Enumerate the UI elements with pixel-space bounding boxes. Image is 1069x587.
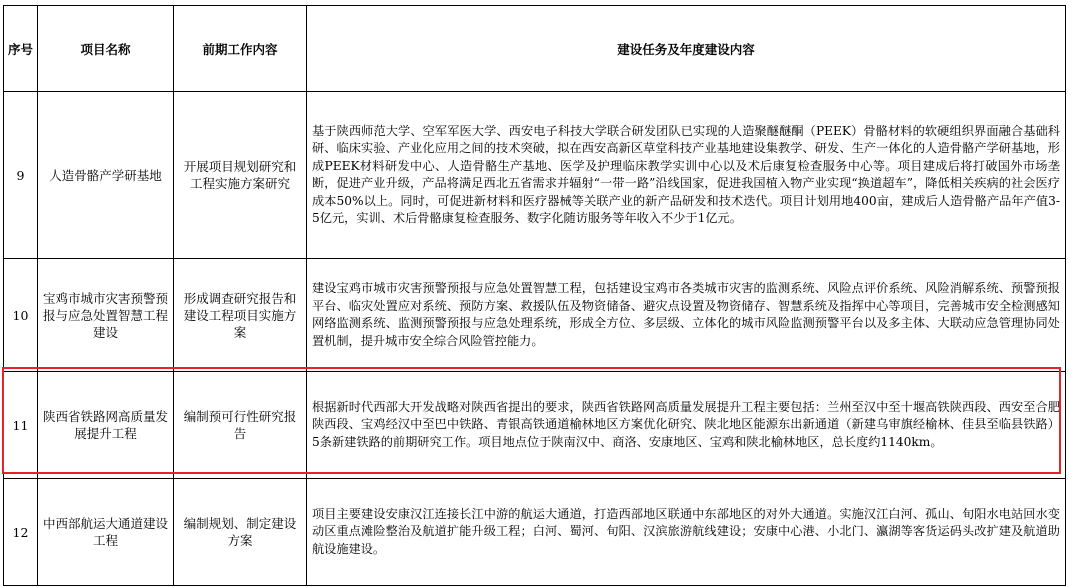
row-construction-content: 根据新时代西部大开发战略对陕西省提出的要求，陕西省铁路网高质量发展提升工程主要包括：兰州至汉中至十堰高铁陕西段、西安至合肥陕西段、宝鸡经汉中至巴中铁路、青银高铁通道榆林地区方案优化研究、陕北地区能源东出新通道（新建乌审旗经榆林、佳县至临县铁路）5条新建铁路的前期研究工作。项目地点位于陕南汉中、商洛、安康地区、宝鸡和陕北榆林地区，总长度约1140km。 [307, 372, 1066, 479]
row-construction-content: 建设宝鸡市城市灾害预警预报与应急处置智慧工程，包括建设宝鸡市各类城市灾害的监测系统、风险点评价系统、风险消解系统、预警预报平台、临灾处置应对系统、预防方案、救援队伍及物资储备、避灾点设置及物资储存、智慧系统及指挥中心等项目，完善城市安全检测感知网络监测系统、监测预警预报与应急处理系统，形成全方位、多层级、立体化的城市风险监测预警平台以及多主体、大联动应急管理协同处置机制，提升城市安全综合风险管控能力。 [307, 259, 1066, 372]
row-project-name: 陕西省铁路网高质量发展提升工程 [38, 372, 174, 479]
table-row [4, 479, 1066, 586]
row-num: 10 [4, 259, 38, 372]
header-work: 前期工作内容 [174, 6, 307, 92]
row-project-name: 中西部航运大通道建设工程 [38, 479, 174, 586]
table-row-highlighted [4, 372, 1066, 479]
header-row [4, 6, 1066, 92]
row-construction-content: 基于陕西师范大学、空军军医大学、西安电子科技大学联合研发团队已实现的人造聚醚醚酮（PEEK）骨骼材料的软硬组织界面融合基础科研、临床实验、产业化应用之间的技术突破，拟在西安高新区草堂科技产业基地建设集教学、研发、生产一体化的人造骨骼产学研基地，形成PEEK材料研发中心、人造骨骼生产基地、医学及护理临床教学实训中心以及术后康复检查服务中心等。项目建成后将打破国外市场垄断，促进产业升级，产品将满足西北五省需求并辐射“一带一路”沿线国家，促进我国植入物产业实现“换道超车”，降低相关疾病的社会医疗成本50%以上。同时，可促进新材料和医疗器械等关联产业的新产品研发和技术迭代。项目计划用地400亩，建成后人造骨骼产品年产值3-5亿元，实训、术后骨骼康复检查服务、数字化随访服务等年收入不少于1亿元。 [307, 92, 1066, 259]
row-project-name: 宝鸡市城市灾害预警预报与应急处置智慧工程建设 [38, 259, 174, 372]
row-preliminary-work: 开展项目规划研究和工程实施方案研究 [174, 92, 307, 259]
row-project-name: 人造骨骼产学研基地 [38, 92, 174, 259]
row-num: 11 [4, 372, 38, 479]
row-num: 12 [4, 479, 38, 586]
table-row [4, 259, 1066, 372]
row-preliminary-work: 编制规划、制定建设方案 [174, 479, 307, 586]
table-row [4, 92, 1066, 259]
row-num: 9 [4, 92, 38, 259]
row-preliminary-work: 编制预可行性研究报告 [174, 372, 307, 479]
header-content: 建设任务及年度建设内容 [307, 6, 1066, 92]
project-table [3, 5, 1066, 586]
header-num: 序号 [4, 6, 38, 92]
row-construction-content: 项目主要建设安康汉江连接长江中游的航运大通道，打造西部地区联通中东部地区的对外大通道。实施汉江白河、孤山、旬阳水电站回水变动区重点滩险整治及航道扩能升级工程；白河、蜀河、旬阳、汉滨旅游航线建设；安康中心港、小北门、瀛湖等客货运码头改扩建及航道助航设施建设。 [307, 479, 1066, 586]
row-preliminary-work: 形成调查研究报告和建设工程项目实施方案 [174, 259, 307, 372]
header-name: 项目名称 [38, 6, 174, 92]
